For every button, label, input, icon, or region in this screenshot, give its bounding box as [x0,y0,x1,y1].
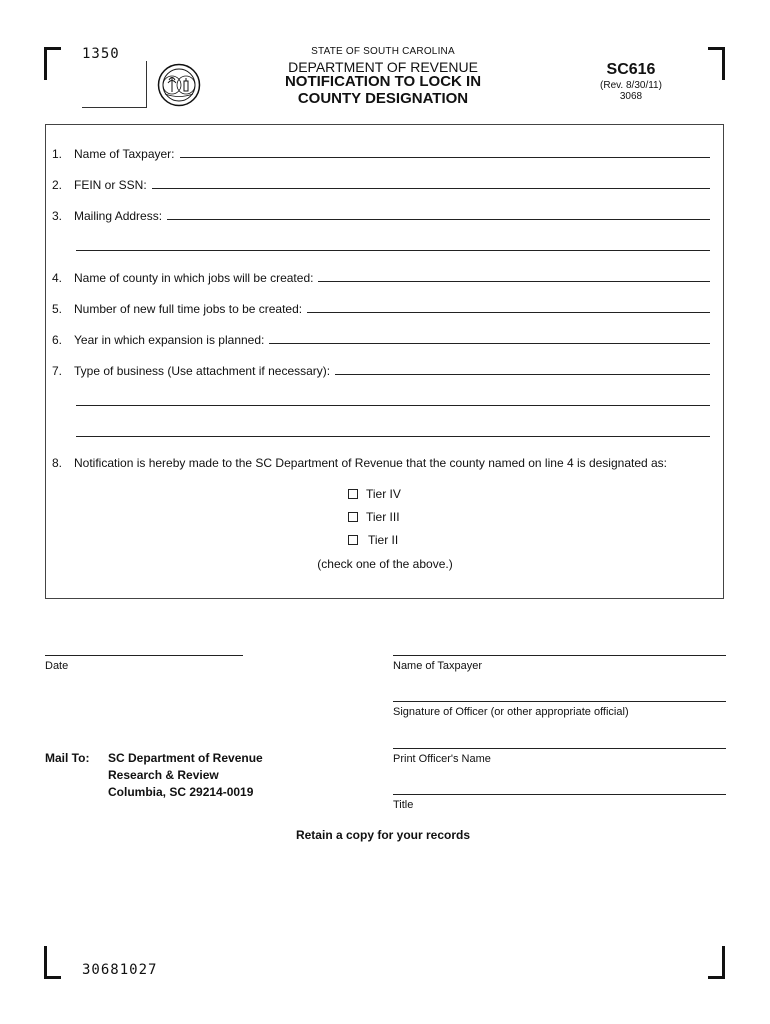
field-fein-ssn[interactable] [52,174,710,192]
field-number: 5. [52,302,63,316]
tier-label: Tier III [366,510,400,524]
tier-iv-option[interactable] [348,487,401,501]
form-code: SC616 [606,61,656,78]
statement-text: Notification is hereby made to the SC Department of Revenue that the county named on line 4 is designated as: [74,456,668,470]
form-title-line1: NOTIFICATION TO LOCK IN [284,73,482,90]
title-line[interactable] [393,794,726,795]
field-input-line[interactable] [335,374,710,375]
tier-iv-checkbox[interactable] [348,489,358,499]
tier-label: Tier II [368,533,399,547]
header-rule [82,107,146,108]
officer-name-label: Print Officer's Name [393,753,491,765]
tier-iii-checkbox[interactable] [348,512,358,522]
taxpayer-name-label: Name of Taxpayer [393,660,483,672]
field-input-line[interactable] [269,343,710,344]
field-input-line[interactable] [167,219,710,220]
designation-statement [52,456,667,470]
field-label: Name of Taxpayer: [74,147,175,161]
date-label: Date [45,660,69,672]
field-number: 1. [52,147,63,161]
mail-address-line1: SC Department of Revenue [108,751,263,765]
field-expansion-year[interactable] [52,329,710,347]
tier-iii-option[interactable] [348,510,400,524]
field-input-line[interactable] [152,188,710,189]
crop-mark-bottom-left [44,946,61,979]
officer-signature-label: Signature of Officer (or other appropriate official) [393,706,629,718]
crop-mark-top-right [708,47,725,80]
retain-note: Retain a copy for your records [295,828,471,842]
field-label: Type of business (Use attachment if necessary): [74,364,331,378]
field-input-line[interactable] [307,312,710,313]
field-number: 7. [52,364,63,378]
tier-ii-checkbox[interactable] [348,535,358,545]
mailing-address-continuation-line[interactable] [76,250,710,251]
business-type-continuation-line[interactable] [76,405,710,406]
taxpayer-name-line[interactable] [393,655,726,656]
date-line[interactable] [45,655,243,656]
officer-signature-line[interactable] [393,701,726,702]
corner-code: 1350 [82,46,120,62]
form-identifier [585,61,677,102]
field-taxpayer-name[interactable] [52,143,710,161]
field-label: Number of new full time jobs to be created: [74,302,303,316]
mail-address-line3: Columbia, SC 29214-0019 [108,785,254,799]
field-label: Year in which expansion is planned: [74,333,265,347]
field-input-line[interactable] [180,157,711,158]
title-label: Title [393,799,414,811]
crop-mark-top-left [44,47,61,80]
state-seal-icon [157,63,201,107]
field-label: Mailing Address: [74,209,163,223]
tier-label: Tier IV [366,487,401,501]
field-label: FEIN or SSN: [74,178,147,192]
field-number: 6. [52,333,63,347]
department-name: DEPARTMENT OF REVENUE [288,59,478,75]
field-number: 8. [52,456,63,470]
field-number: 2. [52,178,63,192]
crop-mark-bottom-right [708,946,725,979]
field-input-line[interactable] [318,281,710,282]
officer-name-line[interactable] [393,748,726,749]
tier-instruction: (check one of the above.) [317,557,453,571]
field-new-jobs[interactable] [52,298,710,316]
footer-code: 30681027 [82,962,158,978]
form-title-line2: COUNTY DESIGNATION [297,90,469,107]
field-label: Name of county in which jobs will be created: [74,271,314,285]
business-type-continuation-line[interactable] [76,436,710,437]
state-name: STATE OF SOUTH CAROLINA [311,46,455,57]
mail-to-label: Mail To: [45,751,90,765]
tier-ii-option[interactable] [348,533,398,547]
field-mailing-address[interactable] [52,205,710,223]
header-divider [146,61,147,108]
field-county-name[interactable] [52,267,710,285]
field-business-type[interactable] [52,360,710,378]
mail-address-line2: Research & Review [108,768,219,782]
field-number: 4. [52,271,63,285]
revision-date: (Rev. 8/30/11) [600,80,662,91]
form-number: 3068 [619,91,643,102]
field-number: 3. [52,209,63,223]
